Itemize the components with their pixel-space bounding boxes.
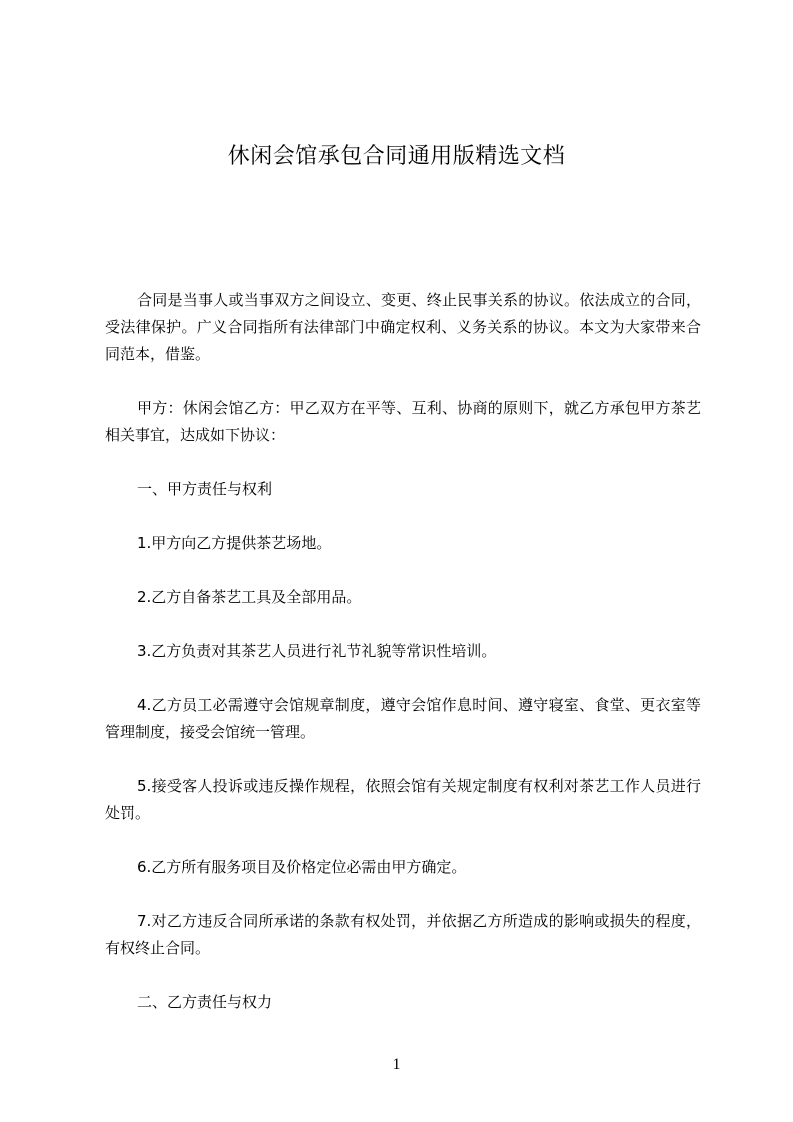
- document-title: 休闲会馆承包合同通用版精选文档: [227, 144, 566, 169]
- document-body: [105, 287, 701, 1016]
- section-heading-party-b: 二、乙方责任与权力: [137, 993, 273, 1011]
- clause-2: 2.乙方自备茶艺工具及全部用品。: [137, 588, 362, 606]
- clause-1: 1.甲方向乙方提供茶艺场地。: [137, 534, 332, 552]
- clause-5: 5.接受客人投诉或违反操作规程，依照会馆有关规定制度有权利对茶艺工作人员进行处罚。: [105, 777, 701, 822]
- section-heading-party-a: 一、甲方责任与权利: [137, 480, 273, 498]
- paragraph-parties: 甲方：休闲会馆乙方：甲乙双方在平等、互利、协商的原则下，就乙方承包甲方茶艺相关事宜，达成如下协议：: [105, 399, 701, 444]
- clause-7: 7.对乙方违反合同所承诺的条款有权处罚，并依据乙方所造成的影响或损失的程度，有权终止合同。: [105, 912, 701, 957]
- clause-4: 4.乙方员工必需遵守会馆规章制度，遵守会馆作息时间、遵守寝室、食堂、更衣室等管理制度，接受会馆统一管理。: [105, 696, 701, 741]
- page-number: 1: [392, 1056, 401, 1073]
- clause-6: 6.乙方所有服务项目及价格定位必需由甲方确定。: [137, 858, 467, 876]
- paragraph-intro: 合同是当事人或当事双方之间设立、变更、终止民事关系的协议。依法成立的合同，受法律保护。广义合同指所有法律部门中确定权利、义务关系的协议。本文为大家带来合同范本，借鉴。: [105, 291, 701, 363]
- clause-3: 3.乙方负责对其茶艺人员进行礼节礼貌等常识性培训。: [137, 642, 497, 660]
